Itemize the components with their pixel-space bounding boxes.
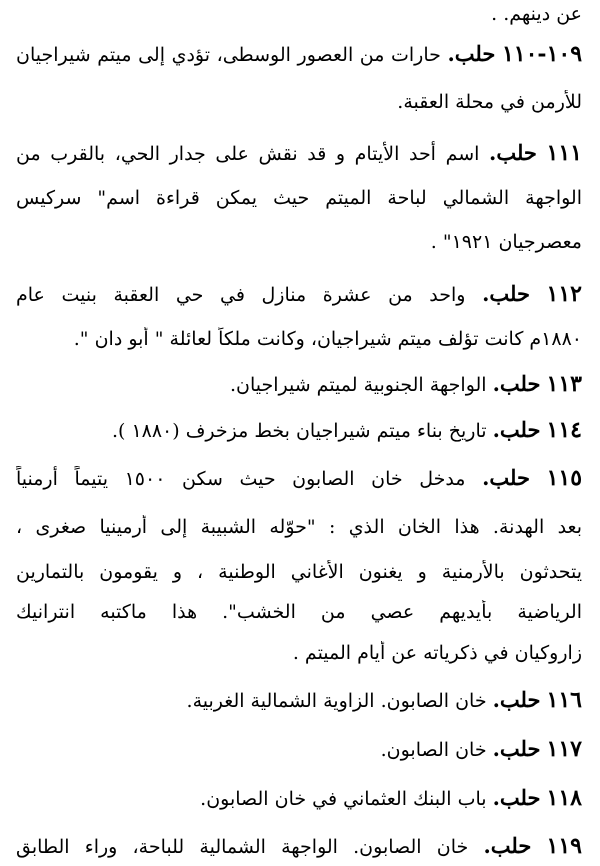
line-text: اسم أحد الأيتام و قد نقش على جدار الحي، بالقرب من xyxy=(16,143,480,165)
entry-number: ١١٩ xyxy=(546,834,582,859)
line-text: واحد من عشرة منازل في حي العقبة بنيت عام xyxy=(16,284,466,306)
line-text: عن دينهم. . xyxy=(491,3,582,25)
entry-number: ١١٥ xyxy=(546,466,582,491)
line-text: باب البنك العثماني في خان الصابون. xyxy=(200,788,487,810)
text-line xyxy=(16,327,582,351)
entry-113 xyxy=(16,372,582,397)
line-text: معصرجيان ١٩٢١" . xyxy=(430,231,582,253)
text-line xyxy=(16,515,582,539)
entry-city: حلب. xyxy=(482,466,530,490)
line-text: بعد الهدنة. هذا الخان الذي : "حوّله الشبيبة إلى أرمينيا صغرى ، xyxy=(16,516,582,538)
line-text: خان الصابون. xyxy=(380,739,487,761)
entry-115 xyxy=(16,466,582,491)
line-text: حارات من العصور الوسطى، تؤدي إلى ميتم شيراجيان xyxy=(16,44,441,66)
entry-city: حلب. xyxy=(492,786,541,810)
line-text: الرياضية بأيديهم عصي من الخشب". هذا ماكتبه انترانيك xyxy=(16,601,582,623)
entry-109-110 xyxy=(16,42,582,67)
entry-number: ١١٤ xyxy=(546,418,582,443)
text-line xyxy=(16,600,582,624)
line-text: تاريخ بناء ميتم شيراجيان بخط مزخرف (١٨٨٠ ). xyxy=(111,420,487,442)
entry-number: ١١٧ xyxy=(546,737,582,762)
entry-number: ١١٣ xyxy=(546,372,582,397)
entry-city: حلب. xyxy=(492,418,541,442)
entry-112 xyxy=(16,282,582,307)
entry-number: ١١٢ xyxy=(546,282,582,307)
line-text: خان الصابون. الواجهة الشمالية للباحة، وراء الطابق xyxy=(16,836,469,858)
text-line xyxy=(16,641,582,665)
entry-116 xyxy=(16,688,582,713)
entry-number: ١١٨ xyxy=(546,786,582,811)
entry-number: ١١٦ xyxy=(546,688,582,713)
entry-number: ١٠٩-١١٠ xyxy=(501,42,582,67)
text-line xyxy=(16,560,582,584)
text-line xyxy=(16,230,582,254)
entry-117 xyxy=(16,737,582,762)
line-text: للأرمن في محلة العقبة. xyxy=(397,91,582,113)
line-text: يتحدثون بالأرمنية و يغنون الأغاني الوطنية ، و يقومون بالتمارين xyxy=(16,561,582,583)
line-text: خان الصابون. الزاوية الشمالية الغربية. xyxy=(186,690,487,712)
entry-119 xyxy=(16,834,582,859)
entry-118 xyxy=(16,786,582,811)
entry-city: حلب. xyxy=(489,141,537,165)
entry-city: حلب. xyxy=(492,688,541,712)
line-text: ١٨٨٠م كانت تؤلف ميتم شيراجيان، وكانت ملكاً لعائلة " أبو دان ". xyxy=(73,328,582,350)
text-line xyxy=(16,186,582,210)
entry-city: حلب. xyxy=(483,834,532,858)
line-text: مدخل خان الصابون حيث سكن ١٥٠٠ يتيماً أرمنياً xyxy=(16,468,466,490)
entry-number: ١١١ xyxy=(546,141,582,166)
line-text: الواجهة الجنوبية لميتم شيراجيان. xyxy=(229,374,487,396)
entry-city: حلب. xyxy=(492,737,541,761)
text-line xyxy=(16,2,582,26)
entry-114 xyxy=(16,418,582,443)
line-text: الواجهة الشمالي لباحة الميتم حيث يمكن قراءة اسم" سركيس xyxy=(16,187,582,209)
text-line xyxy=(16,90,582,114)
entry-city: حلب. xyxy=(492,372,541,396)
line-text: زاروكيان في ذكرياته عن أيام الميتم . xyxy=(292,642,582,664)
entry-city: حلب. xyxy=(482,282,530,306)
entry-city: حلب. xyxy=(447,42,496,66)
entry-111 xyxy=(16,141,582,166)
